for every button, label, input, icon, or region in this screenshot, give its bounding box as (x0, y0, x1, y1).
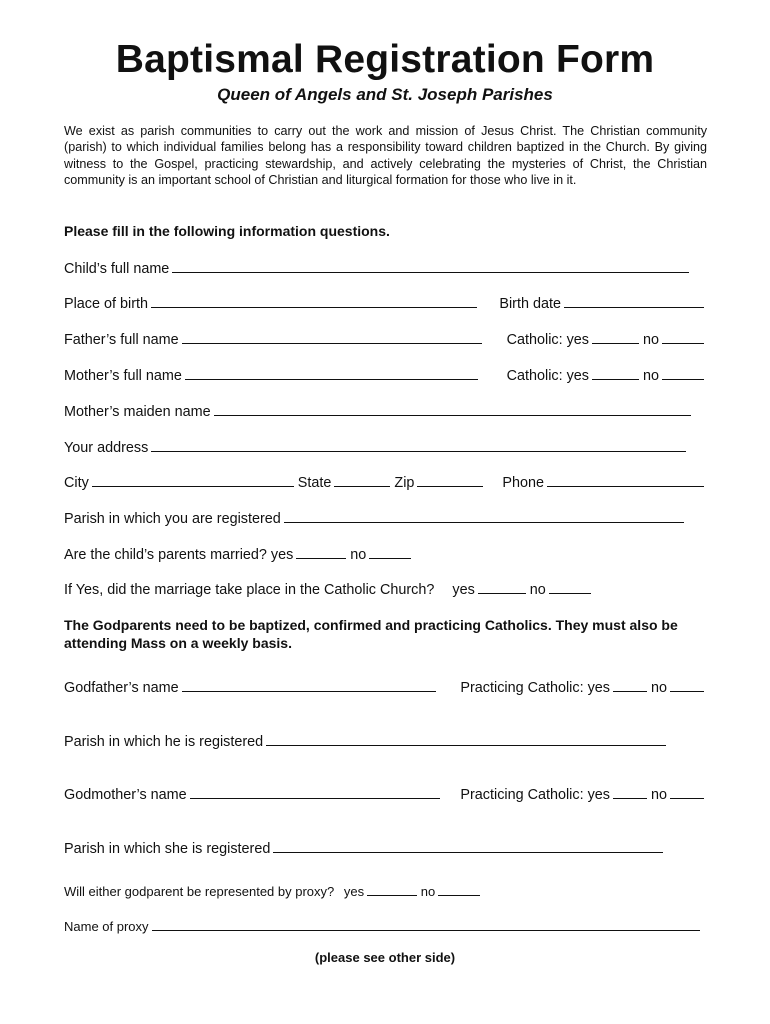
mother-name-field[interactable] (185, 365, 478, 380)
catholic-church-yes-field[interactable] (478, 579, 526, 594)
she-registered-row (64, 838, 704, 858)
place-of-birth-field[interactable] (151, 293, 477, 308)
catholic-church-question-label: If Yes, did the marriage take place in the Catholic Church? (64, 582, 435, 598)
maiden-name-label: Mother’s maiden name (64, 404, 211, 420)
married-question-label: Are the child’s parents married? yes (64, 547, 294, 563)
mother-catholic-yes-field[interactable] (592, 365, 639, 380)
parish-registered-field[interactable] (284, 508, 684, 523)
proxy-name-label: Name of proxy (64, 919, 149, 934)
father-catholic-no-field[interactable] (662, 329, 704, 344)
godfather-name-field[interactable] (182, 677, 436, 692)
parish-registered-label: Parish in which you are registered (64, 511, 281, 527)
married-no-field[interactable] (369, 544, 411, 559)
mother-no-label: no (642, 368, 659, 384)
parish-row (64, 508, 704, 528)
mother-catholic-label: Catholic: yes (506, 368, 589, 384)
godfather-practicing-label: Practicing Catholic: yes (460, 680, 610, 696)
child-name-label: Child’s full name (64, 261, 170, 277)
phone-label: Phone (502, 475, 544, 491)
city-row (64, 472, 704, 492)
state-label: State (297, 475, 332, 491)
place-of-birth-label: Place of birth (64, 296, 148, 312)
address-field[interactable] (151, 437, 686, 452)
intro-paragraph: We exist as parish communities to carry out the work and mission of Jesus Christ. The Christian community (parish) to which individual families belong has a responsibility toward children baptized in the Church. By giving witness to the Gospel, practicing stewardship, and actively celebrating the mysteries of Christ, the Christian community is an important school of Christian and liturgical formation for those who live in it. (64, 124, 707, 187)
birth-date-label: Birth date (499, 296, 561, 312)
godmother-name-label: Godmother’s name (64, 787, 187, 803)
he-registered-field[interactable] (266, 731, 666, 746)
father-catholic-yes-field[interactable] (592, 329, 639, 344)
maiden-name-row (64, 401, 704, 421)
married-no-label: no (350, 547, 367, 563)
proxy-no-label: no (420, 884, 436, 899)
birth-date-field[interactable] (564, 293, 704, 308)
zip-label: Zip (394, 475, 415, 491)
catholic-church-no-label: no (529, 582, 546, 598)
godmother-name-field[interactable] (190, 784, 440, 799)
phone-field[interactable] (547, 472, 704, 487)
godfather-yes-field[interactable] (613, 677, 647, 692)
proxy-yes-field[interactable] (367, 881, 417, 896)
proxy-name-row (64, 916, 704, 936)
proxy-no-field[interactable] (438, 881, 480, 896)
instructions-heading: Please fill in the following information questions. (64, 223, 390, 239)
godfather-name-label: Godfather’s name (64, 680, 179, 696)
she-registered-field[interactable] (273, 838, 663, 853)
proxy-name-field[interactable] (152, 916, 700, 931)
catholic-church-yes-label: yes (452, 582, 475, 598)
maiden-name-field[interactable] (214, 401, 691, 416)
married-row (64, 544, 704, 564)
he-registered-label: Parish in which he is registered (64, 734, 264, 750)
proxy-question-label: Will either godparent be represented by proxy? (64, 884, 335, 899)
address-label: Your address (64, 440, 149, 456)
godfather-no-label: no (650, 680, 667, 696)
child-name-row (64, 258, 704, 278)
married-yes-field[interactable] (296, 544, 346, 559)
godmother-no-field[interactable] (670, 784, 704, 799)
mother-catholic-no-field[interactable] (662, 365, 704, 380)
catholic-church-row (64, 579, 704, 599)
city-field[interactable] (92, 472, 294, 487)
state-field[interactable] (334, 472, 390, 487)
mother-row (64, 365, 704, 385)
footer-note: (please see other side) (314, 950, 456, 965)
address-row (64, 437, 704, 457)
father-name-label: Father’s full name (64, 332, 179, 348)
father-row (64, 329, 704, 349)
godmother-practicing-label: Practicing Catholic: yes (460, 787, 610, 803)
godmother-yes-field[interactable] (613, 784, 647, 799)
godfather-row (64, 677, 704, 697)
page-title: Baptismal Registration Form (115, 38, 655, 81)
father-catholic-label: Catholic: yes (506, 332, 589, 348)
mother-name-label: Mother’s full name (64, 368, 182, 384)
father-no-label: no (642, 332, 659, 348)
godmother-row (64, 784, 704, 804)
birth-row (64, 293, 704, 313)
she-registered-label: Parish in which she is registered (64, 841, 271, 857)
proxy-row (64, 881, 704, 901)
godmother-no-label: no (650, 787, 667, 803)
father-name-field[interactable] (182, 329, 482, 344)
godfather-no-field[interactable] (670, 677, 704, 692)
godparents-note: The Godparents need to be baptized, confirmed and practicing Catholics. They must also be attending Mass on a weekly basis. (64, 617, 678, 651)
catholic-church-no-field[interactable] (549, 579, 591, 594)
page-subtitle: Queen of Angels and St. Joseph Parishes (217, 85, 553, 104)
he-registered-row (64, 731, 704, 751)
city-label: City (64, 475, 89, 491)
proxy-yes-label: yes (343, 884, 365, 899)
child-name-field[interactable] (172, 258, 689, 273)
zip-field[interactable] (417, 472, 483, 487)
